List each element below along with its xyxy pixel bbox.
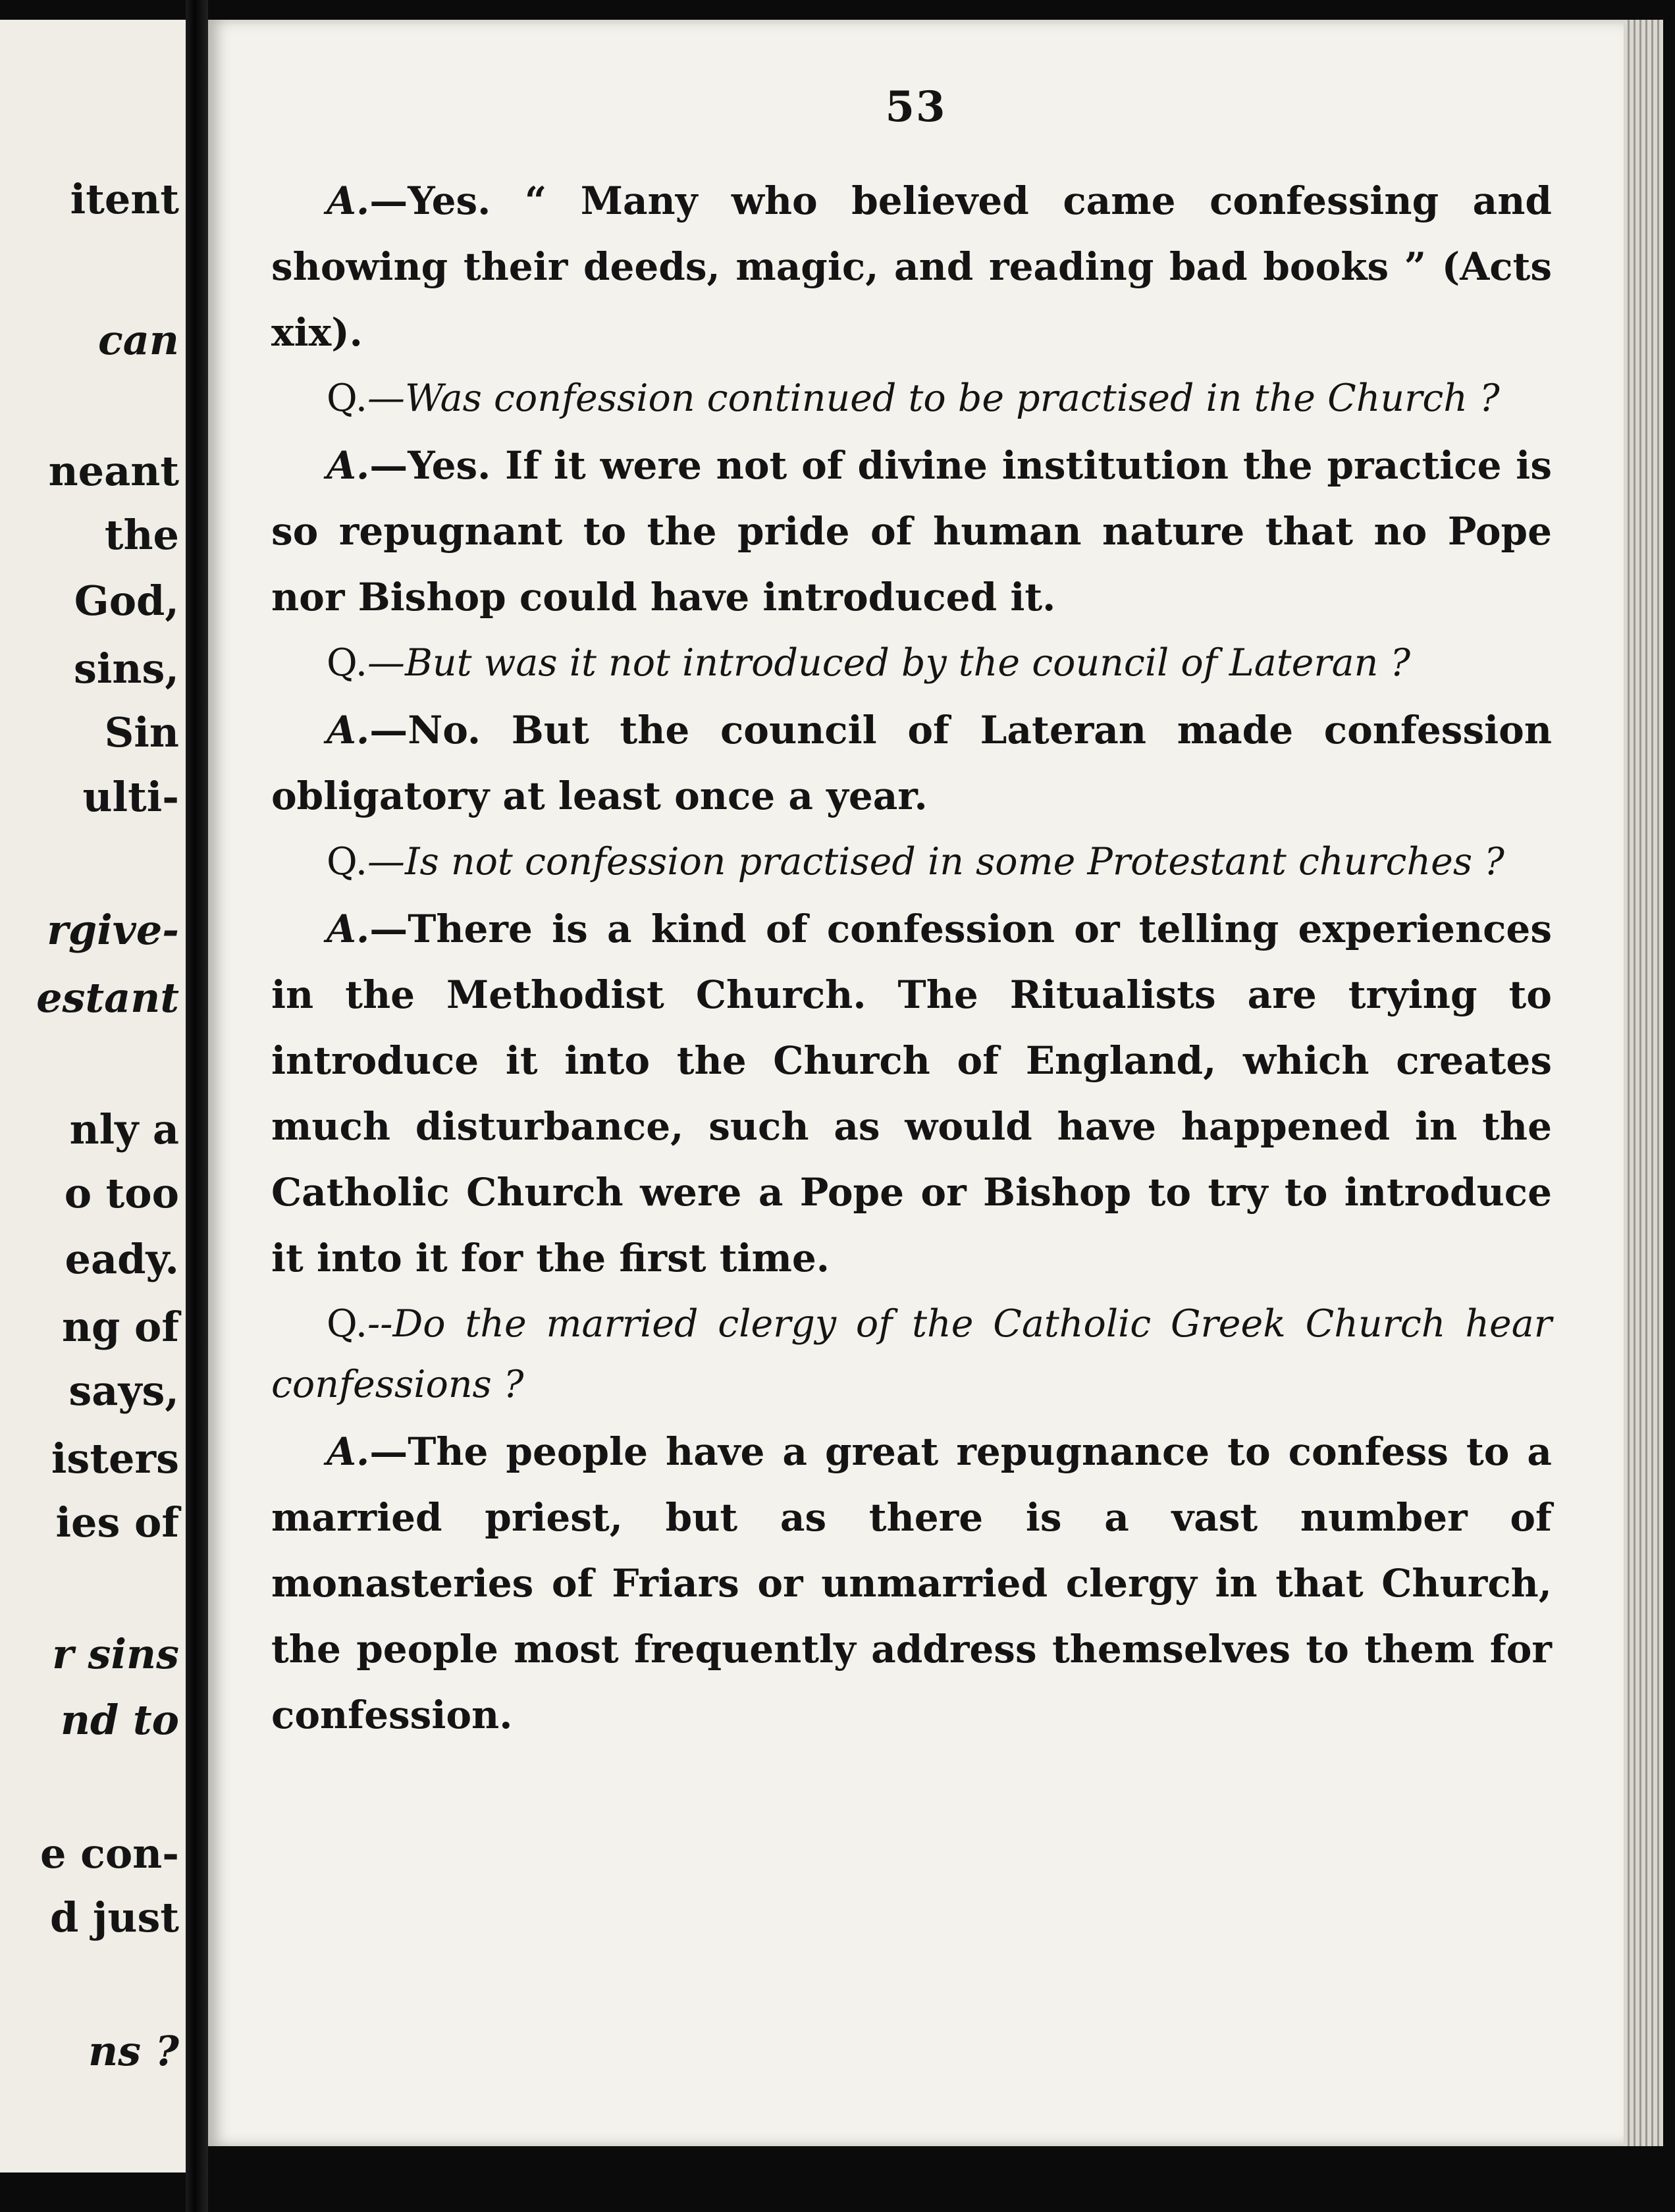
question-text: —Is not confession practised in some Protestant churches ?	[367, 840, 1504, 883]
question-text: --Do the married clergy of the Catholic Greek Church hear confessions ?	[271, 1302, 1552, 1406]
book-page	[208, 20, 1624, 2146]
facing-page-line: ies of	[55, 1498, 179, 1546]
facing-page-line: ng of	[61, 1303, 179, 1351]
question-paragraph	[271, 1294, 1552, 1415]
facing-page-line: d just	[50, 1893, 179, 1941]
facing-page-line: itent	[70, 175, 179, 223]
question-marker: Q.	[327, 840, 368, 883]
facing-page-line: can	[97, 316, 179, 364]
facing-page-line: Sin	[104, 708, 179, 756]
question-paragraph	[271, 368, 1552, 429]
question-paragraph	[271, 831, 1552, 892]
answer-marker: A.	[327, 443, 370, 488]
answer-marker: A.	[327, 907, 370, 951]
question-paragraph	[271, 633, 1552, 693]
facing-page-line: says,	[68, 1367, 179, 1415]
facing-page-line: o too	[64, 1169, 179, 1217]
facing-page-line: e con-	[40, 1830, 179, 1878]
facing-page	[0, 20, 186, 2172]
answer-text: —Yes. “ Many who believed came confessing and showing their deeds, magic, and reading bad books ” (Acts xix).	[271, 178, 1552, 355]
facing-page-line: eady.	[65, 1235, 179, 1283]
question-marker: Q.	[327, 641, 368, 685]
facing-page-line: God,	[74, 577, 179, 625]
answer-paragraph	[271, 168, 1552, 365]
facing-page-line: ns ?	[88, 2027, 179, 2075]
answer-text: —Yes. If it were not of divine institution the practice is so repugnant to the pride of human nature that no Pope nor Bishop could have introduced it.	[271, 443, 1552, 619]
facing-page-line: r sins	[52, 1630, 179, 1678]
facing-page-line: ulti-	[82, 773, 179, 821]
answer-text: —There is a kind of confession or telling experiences in the Methodist Church. The Ritualists are trying to introduce it into the Church of England, which creates much disturbance, such as would have happened in the Catholic Church were a Pope or Bishop to try to introduce it into it for the first time.	[271, 907, 1552, 1280]
facing-page-line: sins,	[73, 645, 179, 693]
facing-page-line: the	[104, 511, 179, 559]
answer-paragraph	[271, 1419, 1552, 1748]
question-text: —But was it not introduced by the council of Lateran ?	[367, 641, 1411, 685]
answer-paragraph	[271, 697, 1552, 829]
question-marker: Q.	[327, 377, 368, 420]
facing-page-line: estant	[36, 974, 179, 1022]
question-text: —Was confession continued to be practised in the Church ?	[367, 377, 1500, 420]
facing-page-line: rgive-	[47, 906, 179, 954]
page-body	[271, 168, 1552, 1748]
answer-marker: A.	[327, 1429, 370, 1474]
book-gutter	[186, 0, 208, 2212]
facing-page-line: nd to	[60, 1696, 179, 1744]
answer-text: —The people have a great repugnance to confess to a married priest, but as there is a vast number of monasteries of Friars or unmarried clergy in that Church, the people most frequently address themselves to them for confession.	[271, 1429, 1552, 1737]
facing-page-line: isters	[51, 1435, 179, 1483]
answer-paragraph	[271, 433, 1552, 630]
answer-marker: A.	[327, 708, 370, 752]
page-stack-edge	[1624, 20, 1663, 2146]
facing-page-line: nly a	[69, 1105, 179, 1153]
answer-paragraph	[271, 896, 1552, 1291]
answer-marker: A.	[327, 178, 370, 223]
question-marker: Q.	[327, 1302, 368, 1346]
page-number: 53	[885, 82, 947, 132]
facing-page-line: neant	[48, 447, 179, 495]
answer-text: —No. But the council of Lateran made confession obligatory at least once a year.	[271, 708, 1552, 818]
